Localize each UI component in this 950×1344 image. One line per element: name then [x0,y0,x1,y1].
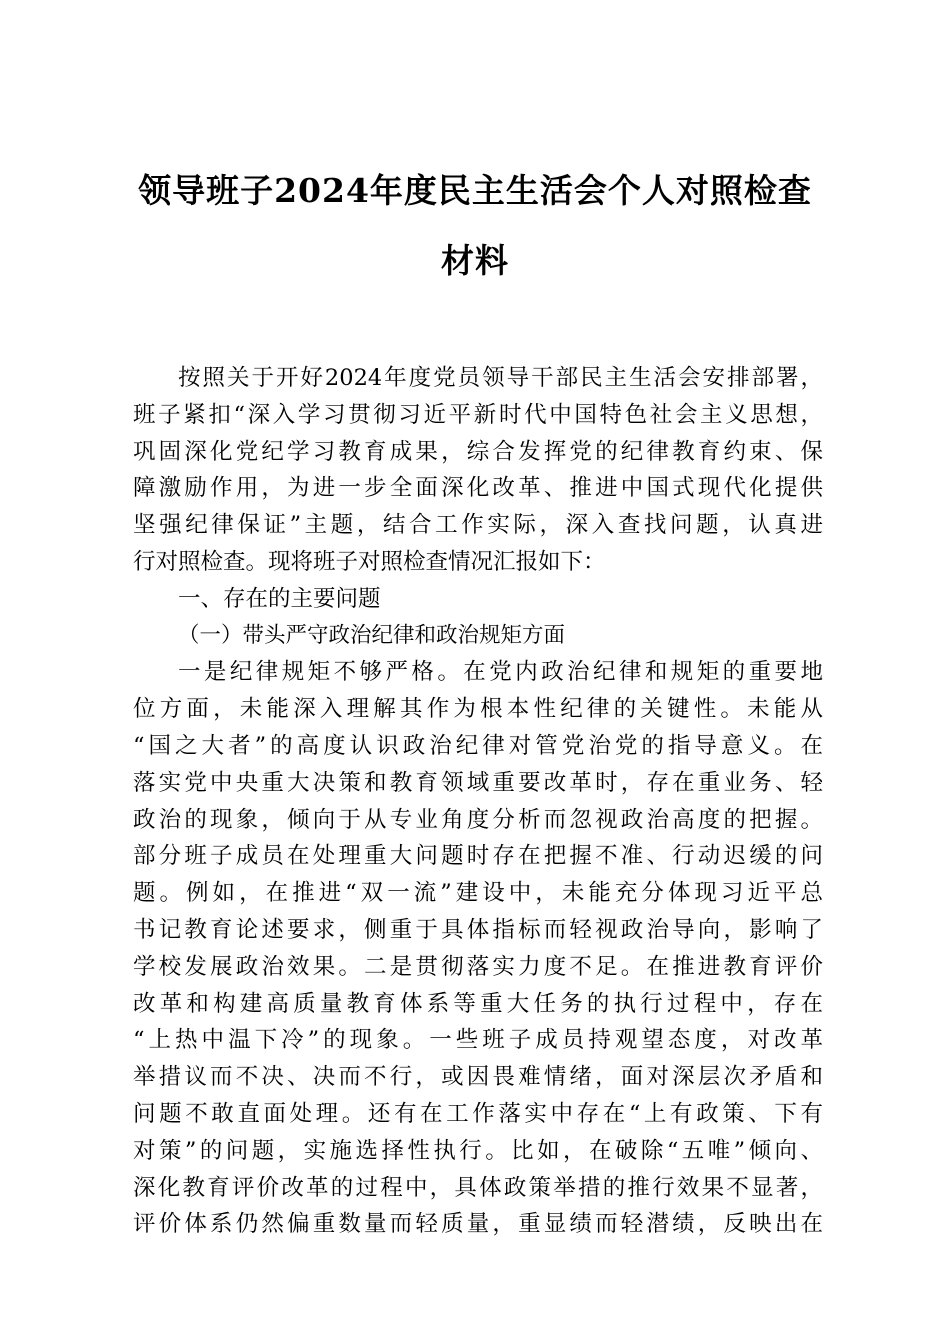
body-line: 一是纪律规矩不够严格。在党内政治纪律和规矩的重要地 [178,659,823,686]
intro-line: 障激励作用，为进一步全面深化改革、推进中国式现代化提供 [133,475,823,502]
intro-line: 巩固深化党纪学习教育成果，综合发挥党的纪律教育约束、保 [133,438,823,465]
body-line: 书记教育论述要求，侧重于具体指标而轻视政治导向，影响了 [133,916,823,943]
body-line: 对策”的问题，实施选择性执行。比如，在破除“五唯”倾向、 [133,1137,823,1164]
body-line: 位方面，未能深入理解其作为根本性纪律的关键性。未能从 [133,696,823,723]
body-line: 落实党中央重大决策和教育领域重要改革时，存在重业务、轻 [133,769,823,796]
document-title-line-2: 材料 [441,241,509,280]
body-line: 深化教育评价改革的过程中，具体政策举措的推行效果不显著， [133,1174,823,1201]
body-line: 改革和构建高质量教育体系等重大任务的执行过程中，存在 [133,990,823,1017]
body-line: 评价体系仍然偏重数量而轻质量，重显绩而轻潜绩，反映出在 [133,1211,823,1238]
intro-line: 坚强纪律保证”主题，结合工作实际，深入查找问题，认真进 [133,512,823,539]
intro-line: 行对照检查。现将班子对照检查情况汇报如下： [133,548,606,575]
document-body [133,360,823,1243]
subsection-heading: （一）带头严守政治纪律和政治规矩方面 [178,622,566,648]
intro-line: 按照关于开好2024年度党员领导干部民主生活会安排部署， [178,365,823,391]
intro-line: 班子紧扣“深入学习贯彻习近平新时代中国特色社会主义思想， [133,401,823,428]
section-heading: 一、存在的主要问题 [178,585,381,612]
body-line: 问题不敢直面处理。还有在工作落实中存在“上有政策、下有 [133,1100,823,1127]
document-title-line-1: 领导班子2024年度民主生活会个人对照检查 [138,171,812,210]
body-line: 题。例如，在推进“双一流”建设中，未能充分体现习近平总 [133,880,823,907]
body-line: 学校发展政治效果。二是贯彻落实力度不足。在推进教育评价 [133,953,823,980]
body-line: 举措议而不决、决而不行，或因畏难情绪，面对深层次矛盾和 [133,1064,823,1091]
body-line: “上热中温下冷”的现象。一些班子成员持观望态度，对改革 [133,1027,823,1054]
body-line: 政治的现象，倾向于从专业角度分析而忽视政治高度的把握。 [133,806,823,833]
body-line: “国之大者”的高度认识政治纪律对管党治党的指导意义。在 [133,732,823,759]
body-line: 部分班子成员在处理重大问题时存在把握不准、行动迟缓的问 [133,843,823,870]
